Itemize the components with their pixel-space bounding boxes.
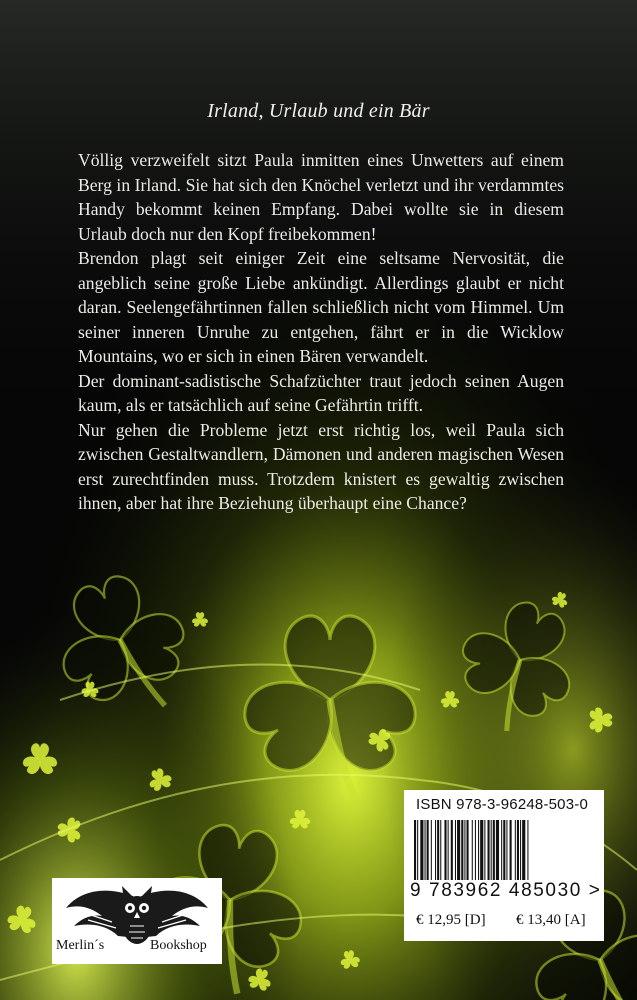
- barcode-bar: [503, 820, 505, 880]
- barcode-bar: [440, 820, 441, 880]
- blurb-paragraph-1: Völlig verzweifelt sitzt Paula inmitten eines Unwetters auf einem Berg in Irland. Sie hat sich den Knöchel verletzt und ihr verdammtes Handy bekommt keinen Empfang. Dabei wollte sie in diesem Urlaub doch nur den Kopf freibekommen!: [78, 150, 564, 244]
- barcode-bar: [455, 820, 456, 880]
- barcode-bar: [437, 820, 439, 880]
- barcode-bar: [501, 820, 502, 880]
- barcode-bar: [451, 820, 453, 880]
- barcode-bar: [493, 820, 495, 880]
- blurb-paragraph-4: Nur gehen die Probleme jetzt erst richtig los, weil Paula sich zwischen Gestaltwandlern, Dämonen und anderen magischen Wesen erst zurechtfinden muss. Trotzdem knistert es gewaltig zwischen ihnen, aber hat ihre Beziehung überhaupt eine Chance?: [78, 419, 564, 513]
- barcode-bar: [488, 820, 490, 880]
- barcode-bar: [464, 820, 465, 880]
- isbn-number: ISBN 978-3-96248-503-0: [416, 796, 589, 813]
- barcode-bar: [517, 820, 519, 880]
- ean-digits: 9 783962 485030 >: [410, 880, 602, 901]
- barcode-bar: [420, 820, 423, 880]
- barcode-bar: [480, 820, 483, 880]
- barcode-bar: [522, 820, 525, 880]
- barcode-bar: [448, 820, 449, 880]
- barcode-bar: [527, 820, 528, 880]
- price-germany: € 12,95 [D]: [416, 912, 486, 928]
- barcode-bar: [414, 820, 416, 880]
- blurb-text: [78, 148, 564, 516]
- barcode-bar: [444, 820, 446, 880]
- barcode-bar: [475, 820, 476, 880]
- barcode-bar: [427, 820, 429, 880]
- barcode-bar: [472, 820, 473, 880]
- barcode-bar: [520, 820, 521, 880]
- price-austria: € 13,40 [A]: [516, 912, 586, 928]
- barcode-bar: [496, 820, 499, 880]
- barcode-bar: [425, 820, 426, 880]
- barcode-bar: [478, 820, 479, 880]
- barcode-bar: [457, 820, 460, 880]
- barcode-bar: [435, 820, 436, 880]
- publisher-name-right: Bookshop: [150, 938, 207, 953]
- barcode-bar: [491, 820, 492, 880]
- barcode-bar: [467, 820, 469, 880]
- barcode-icon: [414, 820, 594, 882]
- blurb-paragraph-2: Brendon plagt seit einiger Zeit eine seltsame Nervosität, die angeblich seine große Liebe ankündigt. Allerdings glaubt er nicht daran. Seelengefährtinnen fallen schließlich nicht vom Himmel. Um seiner inneren Unruhe zu entgehen, fährt er in die Wicklow Mountains, wo er sich in einen Bären verwandelt.: [78, 248, 564, 366]
- barcode-panel: [404, 790, 604, 941]
- barcode-bar: [417, 820, 418, 880]
- blurb-title: Irland, Urlaub und ein Bär: [207, 100, 430, 122]
- barcode-bar: [461, 820, 463, 880]
- blurb-paragraph-3: Der dominant-sadistische Schafzüchter traut jedoch seinen Augen kaum, als er tatsächlich auf seine Gefährtin trifft.: [78, 370, 564, 415]
- publisher-name-left: Merlin´s: [56, 938, 105, 953]
- barcode-bar: [484, 820, 485, 880]
- publisher-logo: [52, 878, 222, 964]
- barcode-bar: [506, 820, 507, 880]
- barcode-bar: [515, 820, 516, 880]
- barcode-bar: [431, 820, 432, 880]
- barcode-bar: [510, 820, 512, 880]
